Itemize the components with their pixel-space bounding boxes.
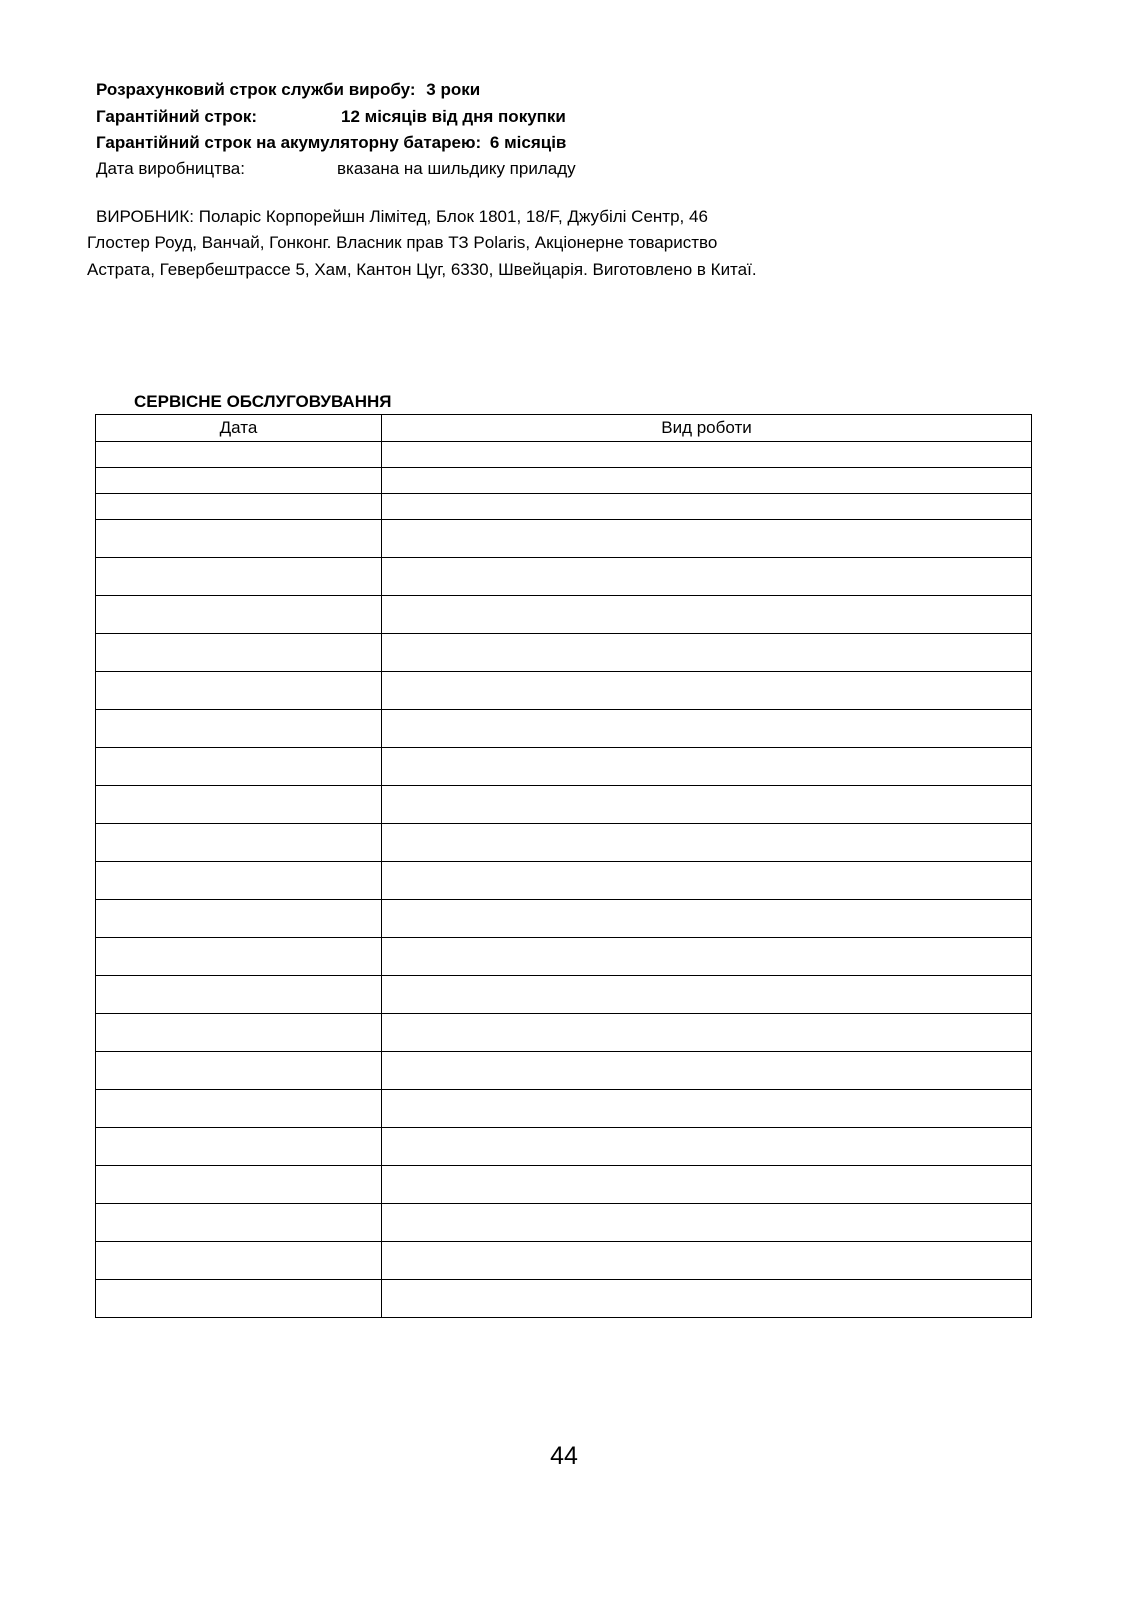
work-cell[interactable] [382,1052,1032,1090]
date-cell[interactable] [96,634,382,672]
work-cell[interactable] [382,1090,1032,1128]
date-cell[interactable] [96,442,382,468]
date-cell[interactable] [96,786,382,824]
date-cell[interactable] [96,824,382,862]
table-row [96,558,1032,596]
work-cell[interactable] [382,786,1032,824]
date-cell[interactable] [96,1090,382,1128]
table-row [96,748,1032,786]
work-cell[interactable] [382,1242,1032,1280]
date-cell[interactable] [96,1280,382,1318]
battery-warranty-line [96,133,566,153]
date-cell[interactable] [96,900,382,938]
work-cell[interactable] [382,520,1032,558]
date-cell[interactable] [96,1052,382,1090]
table-row [96,1166,1032,1204]
work-cell[interactable] [382,634,1032,672]
table-row [96,938,1032,976]
work-cell[interactable] [382,596,1032,634]
date-cell[interactable] [96,1204,382,1242]
table-row [96,494,1032,520]
work-cell[interactable] [382,976,1032,1014]
table-row [96,468,1032,494]
column-header-work: Вид роботи [382,415,1032,442]
table-row [96,1014,1032,1052]
table-row [96,1242,1032,1280]
table-row [96,596,1032,634]
table-row [96,442,1032,468]
date-cell[interactable] [96,1242,382,1280]
warranty-value: 12 місяців від дня покупки [341,107,566,126]
date-cell[interactable] [96,710,382,748]
work-cell[interactable] [382,672,1032,710]
page-number: 44 [550,1442,578,1470]
production-date-line [96,159,576,179]
work-cell[interactable] [382,862,1032,900]
work-cell[interactable] [382,468,1032,494]
table-row [96,1128,1032,1166]
warranty-line [96,107,566,127]
date-cell[interactable] [96,938,382,976]
date-cell[interactable] [96,1166,382,1204]
date-cell[interactable] [96,494,382,520]
table-row [96,634,1032,672]
work-cell[interactable] [382,494,1032,520]
table-row [96,824,1032,862]
date-cell[interactable] [96,468,382,494]
battery-warranty-label: Гарантійний строк на акумуляторну батарею: [96,133,482,152]
date-cell[interactable] [96,558,382,596]
date-cell[interactable] [96,1128,382,1166]
service-life-value: 3 роки [426,80,481,99]
service-table [95,414,1032,1318]
warranty-label: Гарантійний строк: [96,107,258,126]
service-table-header [96,415,1032,442]
column-header-date: Дата [96,415,382,442]
table-row [96,520,1032,558]
table-row [96,710,1032,748]
table-row [96,976,1032,1014]
work-cell[interactable] [382,1204,1032,1242]
date-cell[interactable] [96,976,382,1014]
table-row [96,1090,1032,1128]
work-cell[interactable] [382,558,1032,596]
work-cell[interactable] [382,748,1032,786]
table-row [96,1204,1032,1242]
table-row [96,786,1032,824]
date-cell[interactable] [96,520,382,558]
table-row [96,1052,1032,1090]
table-row [96,672,1032,710]
date-cell[interactable] [96,596,382,634]
work-cell[interactable] [382,938,1032,976]
service-life-line [96,80,480,100]
manufacturer-line-1: ВИРОБНИК: Поларіс Корпорейшн Лімітед, Блок 1801, 18/F, Джубілі Сентр, 46 [96,207,708,226]
date-cell[interactable] [96,748,382,786]
work-cell[interactable] [382,710,1032,748]
work-cell[interactable] [382,900,1032,938]
service-heading: СЕРВІСНЕ ОБСЛУГОВУВАННЯ [134,392,392,411]
manufacturer-line-3: Астрата, Гевербештрассе 5, Хам, Кантон Цуг, 6330, Швейцарія. Виготовлено в Китаї. [87,260,757,279]
work-cell[interactable] [382,1166,1032,1204]
battery-warranty-value: 6 місяців [489,133,567,152]
date-cell[interactable] [96,672,382,710]
manufacturer-line-2: Глостер Роуд, Ванчай, Гонконг. Власник прав ТЗ Polaris, Акціонерне товариство [87,233,718,252]
work-cell[interactable] [382,1014,1032,1052]
table-row [96,900,1032,938]
production-date-value: вказана на шильдику приладу [337,159,576,178]
table-row [96,862,1032,900]
work-cell[interactable] [382,442,1032,468]
service-table-body [96,442,1032,1318]
table-row [96,1280,1032,1318]
work-cell[interactable] [382,1280,1032,1318]
work-cell[interactable] [382,824,1032,862]
date-cell[interactable] [96,862,382,900]
service-life-label: Розрахунковий строк служби виробу: [96,80,416,99]
work-cell[interactable] [382,1128,1032,1166]
date-cell[interactable] [96,1014,382,1052]
production-date-label: Дата виробництва: [96,159,245,178]
